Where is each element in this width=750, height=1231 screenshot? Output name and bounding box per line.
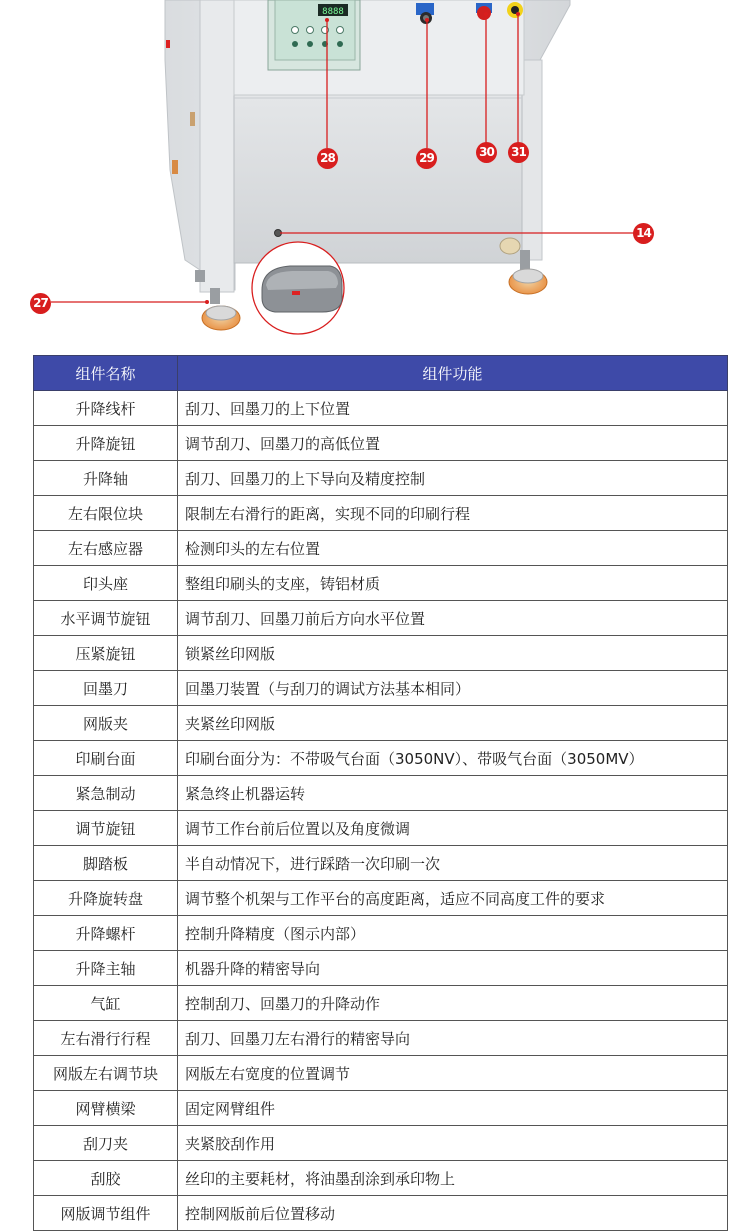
component-table	[33, 355, 728, 1231]
component-function-cell: 检测印头的左右位置	[178, 531, 728, 566]
table-header-row	[34, 356, 728, 391]
component-function-cell: 夹紧胶刮作用	[178, 1126, 728, 1161]
component-function-cell: 整组印刷头的支座，铸铝材质	[178, 566, 728, 601]
table-row	[34, 741, 728, 776]
component-name-cell: 刮刀夹	[34, 1126, 178, 1161]
component-name-cell: 升降旋钮	[34, 426, 178, 461]
component-name-cell: 印刷台面	[34, 741, 178, 776]
component-function-cell: 刮刀、回墨刀的上下位置	[178, 391, 728, 426]
table-row	[34, 1021, 728, 1056]
table-row	[34, 706, 728, 741]
table-row	[34, 461, 728, 496]
component-function-cell: 固定网臂组件	[178, 1091, 728, 1126]
table-row	[34, 391, 728, 426]
header-component-function: 组件功能	[178, 356, 728, 391]
component-function-cell: 调节刮刀、回墨刀的高低位置	[178, 426, 728, 461]
component-name-cell: 升降线杆	[34, 391, 178, 426]
table-row	[34, 1091, 728, 1126]
table-row	[34, 496, 728, 531]
component-name-cell: 升降轴	[34, 461, 178, 496]
table-row	[34, 811, 728, 846]
component-function-cell: 控制刮刀、回墨刀的升降动作	[178, 986, 728, 1021]
component-name-cell: 升降螺杆	[34, 916, 178, 951]
component-name-cell: 升降主轴	[34, 951, 178, 986]
component-function-cell: 限制左右滑行的距离，实现不同的印刷行程	[178, 496, 728, 531]
callout-29: 29	[416, 148, 437, 169]
table-row	[34, 846, 728, 881]
machine-illustration	[0, 0, 750, 345]
component-function-cell: 锁紧丝印网版	[178, 636, 728, 671]
table-row	[34, 426, 728, 461]
component-name-cell: 紧急制动	[34, 776, 178, 811]
component-name-cell: 左右限位块	[34, 496, 178, 531]
component-function-cell: 半自动情况下，进行踩踏一次印刷一次	[178, 846, 728, 881]
table-row	[34, 1161, 728, 1196]
table-row	[34, 671, 728, 706]
table-row	[34, 566, 728, 601]
component-name-cell: 水平调节旋钮	[34, 601, 178, 636]
component-function-cell: 印刷台面分为：不带吸气台面（3050NV）、带吸气台面（3050MV）	[178, 741, 728, 776]
component-name-cell: 左右滑行行程	[34, 1021, 178, 1056]
table-row	[34, 1056, 728, 1091]
component-name-cell: 压紧旋钮	[34, 636, 178, 671]
component-name-cell: 网版左右调节块	[34, 1056, 178, 1091]
component-function-cell: 丝印的主要耗材，将油墨刮涂到承印物上	[178, 1161, 728, 1196]
machine-photo	[0, 0, 750, 345]
callout-31: 31	[508, 142, 529, 163]
table-row	[34, 916, 728, 951]
component-function-cell: 调节整个机架与工作平台的高度距离，适应不同高度工件的要求	[178, 881, 728, 916]
component-name-cell: 回墨刀	[34, 671, 178, 706]
component-function-cell: 机器升降的精密导向	[178, 951, 728, 986]
component-function-cell: 网版左右宽度的位置调节	[178, 1056, 728, 1091]
table-row	[34, 636, 728, 671]
component-name-cell: 网版夹	[34, 706, 178, 741]
component-name-cell: 气缸	[34, 986, 178, 1021]
component-name-cell: 印头座	[34, 566, 178, 601]
callout-27: 27	[30, 293, 51, 314]
component-function-cell: 调节刮刀、回墨刀前后方向水平位置	[178, 601, 728, 636]
component-name-cell: 脚踏板	[34, 846, 178, 881]
component-function-cell: 刮刀、回墨刀的上下导向及精度控制	[178, 461, 728, 496]
table-row	[34, 986, 728, 1021]
component-function-cell: 调节工作台前后位置以及角度微调	[178, 811, 728, 846]
component-function-cell: 回墨刀装置（与刮刀的调试方法基本相同）	[178, 671, 728, 706]
header-component-name: 组件名称	[34, 356, 178, 391]
component-function-cell: 控制网版前后位置移动	[178, 1196, 728, 1231]
table-row	[34, 951, 728, 986]
callout-14: 14	[633, 223, 654, 244]
component-name-cell: 左右感应器	[34, 531, 178, 566]
component-name-cell: 调节旋钮	[34, 811, 178, 846]
table-row	[34, 1126, 728, 1161]
component-name-cell: 网版调节组件	[34, 1196, 178, 1231]
component-name-cell: 升降旋转盘	[34, 881, 178, 916]
component-function-cell: 控制升降精度（图示内部）	[178, 916, 728, 951]
component-function-cell: 夹紧丝印网版	[178, 706, 728, 741]
panel-display: 8888	[322, 7, 344, 17]
callout-30: 30	[476, 142, 497, 163]
table-row	[34, 776, 728, 811]
table-row	[34, 531, 728, 566]
component-function-cell: 紧急终止机器运转	[178, 776, 728, 811]
table-row	[34, 601, 728, 636]
component-function-cell: 刮刀、回墨刀左右滑行的精密导向	[178, 1021, 728, 1056]
callout-28: 28	[317, 148, 338, 169]
component-name-cell: 网臂横梁	[34, 1091, 178, 1126]
component-name-cell: 刮胶	[34, 1161, 178, 1196]
table-row	[34, 1196, 728, 1231]
table-row	[34, 881, 728, 916]
